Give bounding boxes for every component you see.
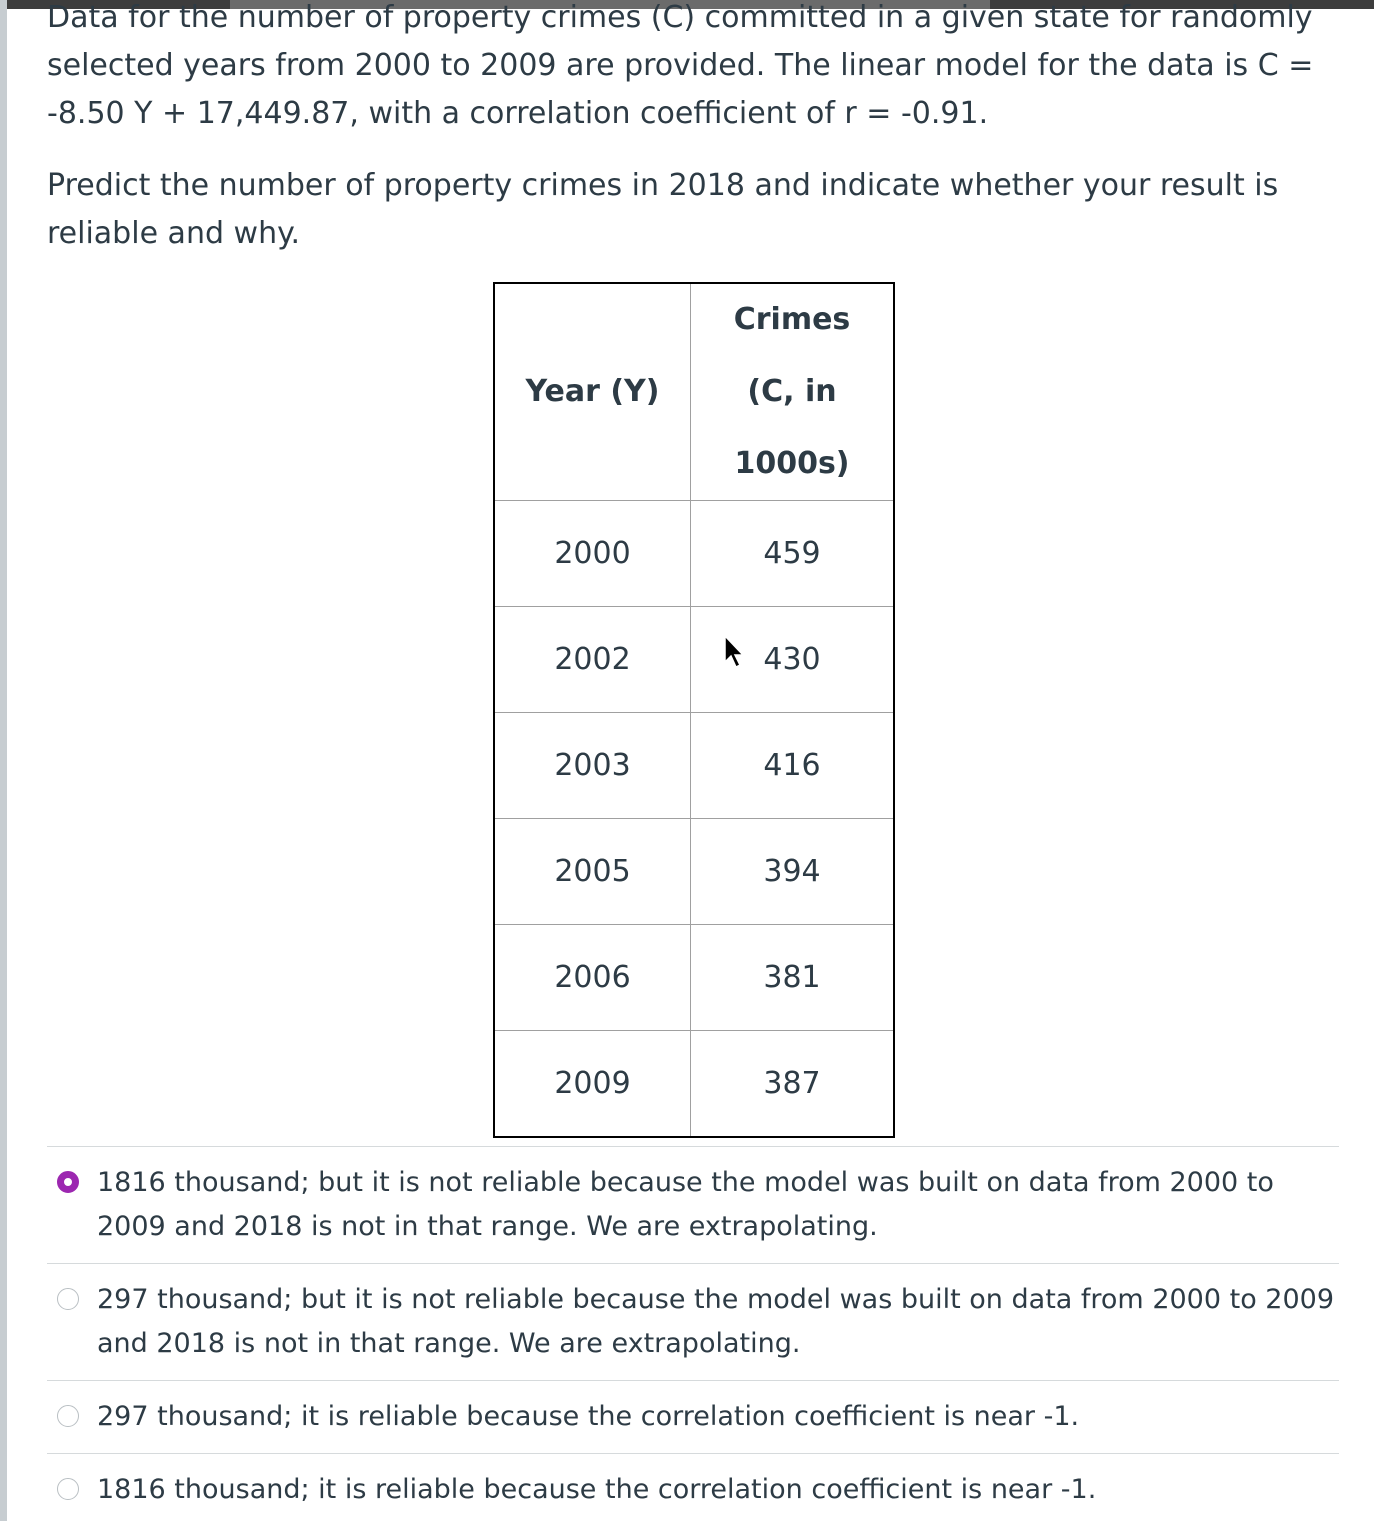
cell-crimes: 381 <box>691 925 895 1031</box>
header-year <box>494 283 691 501</box>
cell-year: 2003 <box>494 713 691 819</box>
table-row <box>494 607 894 713</box>
option-label: 1816 thousand; it is reliable because the correlation coefficient is near -1. <box>97 1474 1097 1505</box>
option-label: 297 thousand; it is reliable because the correlation coefficient is near -1. <box>97 1401 1080 1432</box>
answer-option[interactable] <box>47 1381 1339 1454</box>
radio-button-selected[interactable] <box>57 1171 79 1193</box>
option-label: 297 thousand; but it is not reliable because the model was built on data from 2000 to 2009 and 2018 is not in that range. We are extrapolating. <box>97 1284 1335 1359</box>
data-table <box>493 282 895 1138</box>
option-label: 1816 thousand; but it is not reliable because the model was built on data from 2000 to 2009 and 2018 is not in that range. We are extrapolating. <box>97 1167 1274 1242</box>
radio-button[interactable] <box>57 1478 79 1500</box>
table-row <box>494 925 894 1031</box>
answer-options <box>47 1146 1339 1521</box>
answer-option[interactable] <box>47 1147 1339 1264</box>
cell-crimes: 430 <box>691 607 895 713</box>
header-crimes-unit: (C, in 1000s) <box>734 374 850 481</box>
table-row <box>494 1031 894 1138</box>
left-border <box>0 0 7 1521</box>
cell-year: 2009 <box>494 1031 691 1138</box>
header-crimes <box>691 283 895 501</box>
table-header-row <box>494 283 894 501</box>
table-row <box>494 819 894 925</box>
cell-year: 2005 <box>494 819 691 925</box>
cell-crimes: 387 <box>691 1031 895 1138</box>
cell-year: 2002 <box>494 607 691 713</box>
cell-year: 2006 <box>494 925 691 1031</box>
radio-button[interactable] <box>57 1288 79 1310</box>
cell-crimes: 416 <box>691 713 895 819</box>
question-intro: Data for the number of property crimes (C) committed in a given state for randomly selected years from 2000 to 2009 are provided. The linear model for the data is C = -8.50 Y + 17,449.87, with a correlation coefficient of r = -0.91. <box>47 0 1314 131</box>
radio-button[interactable] <box>57 1405 79 1427</box>
mouse-pointer-icon <box>722 634 748 670</box>
cell-year: 2000 <box>494 501 691 607</box>
header-crimes-label: Crimes <box>733 302 851 337</box>
cell-crimes: 459 <box>691 501 895 607</box>
table-row <box>494 501 894 607</box>
question-prompt: Predict the number of property crimes in 2018 and indicate whether your result is reliable and why. <box>47 168 1279 251</box>
table-row <box>494 713 894 819</box>
cell-crimes: 394 <box>691 819 895 925</box>
header-year-label: Year (Y) <box>525 374 660 409</box>
answer-option[interactable] <box>47 1454 1339 1521</box>
answer-option[interactable] <box>47 1264 1339 1381</box>
